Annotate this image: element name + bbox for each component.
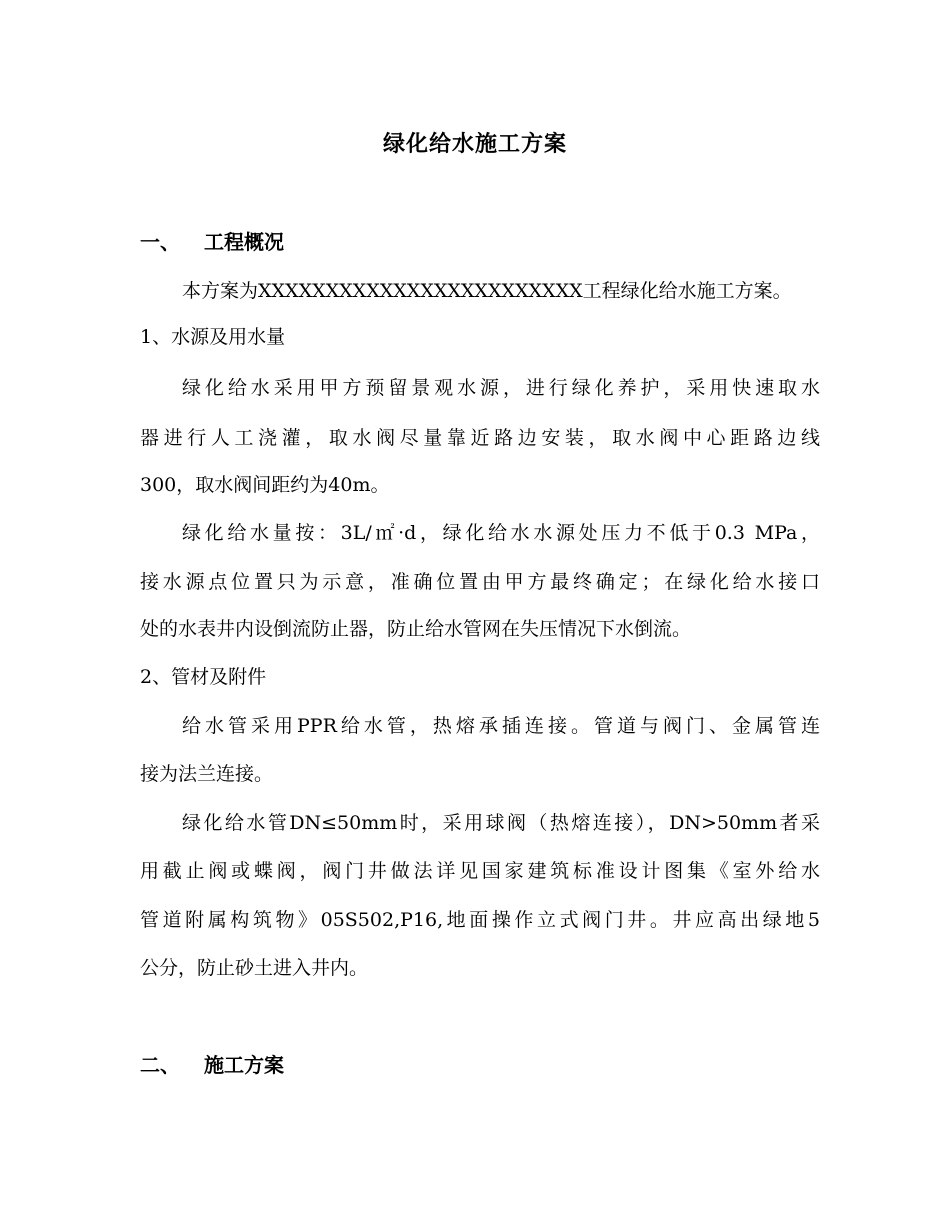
- section-heading-2: [140, 1050, 284, 1080]
- intro-paragraph: 本方案为XXXXXXXXXXXXXXXXXXXXXXXX工程绿化给水施工方案。: [182, 280, 792, 302]
- paragraph-line: 器进行人工浇灌，取水阀尽量靠近路边安装，取水阀中心距路边线: [140, 427, 820, 449]
- paragraph-line: 接为法兰连接。: [140, 763, 274, 785]
- section-number: 二、: [140, 1053, 180, 1077]
- paragraph-line: 绿化给水采用甲方预留景观水源，进行绿化养护，采用快速取水: [182, 377, 820, 399]
- document-title: 绿化给水施工方案: [382, 131, 567, 157]
- section-heading-1: [140, 227, 284, 257]
- paragraph-line: 接水源点位置只为示意，准确位置由甲方最终确定；在绿化给水接口: [140, 571, 820, 593]
- subsection-heading-water-source: 1、水源及用水量: [140, 326, 286, 348]
- paragraph-line: 绿化给水量按：3L/㎡·d，绿化给水水源处压力不低于0.3 MPa，: [182, 522, 820, 544]
- paragraph-line: 管道附属构筑物》05S502,P16,地面操作立式阀门井。井应高出绿地5: [140, 909, 820, 931]
- paragraph-line: 绿化给水管DN≤50mm时，采用球阀（热熔连接），DN>50mm者采: [182, 812, 820, 834]
- paragraph-line: 用截止阀或蝶阀，阀门井做法详见国家建筑标准设计图集《室外给水: [140, 860, 820, 882]
- paragraph-line: 处的水表井内设倒流防止器，防止给水管网在失压情况下水倒流。: [140, 618, 692, 640]
- paragraph-line: 给水管采用PPR给水管，热熔承插连接。管道与阀门、金属管连: [182, 715, 820, 737]
- section-number: 一、: [140, 230, 180, 254]
- paragraph-line: 公分，防止砂土进入井内。: [140, 957, 369, 979]
- paragraph-line: 300，取水阀间距约为40m。: [140, 474, 390, 496]
- section-title: 施工方案: [204, 1053, 284, 1077]
- section-title: 工程概况: [204, 230, 284, 254]
- subsection-heading-pipes: 2、管材及附件: [140, 666, 267, 688]
